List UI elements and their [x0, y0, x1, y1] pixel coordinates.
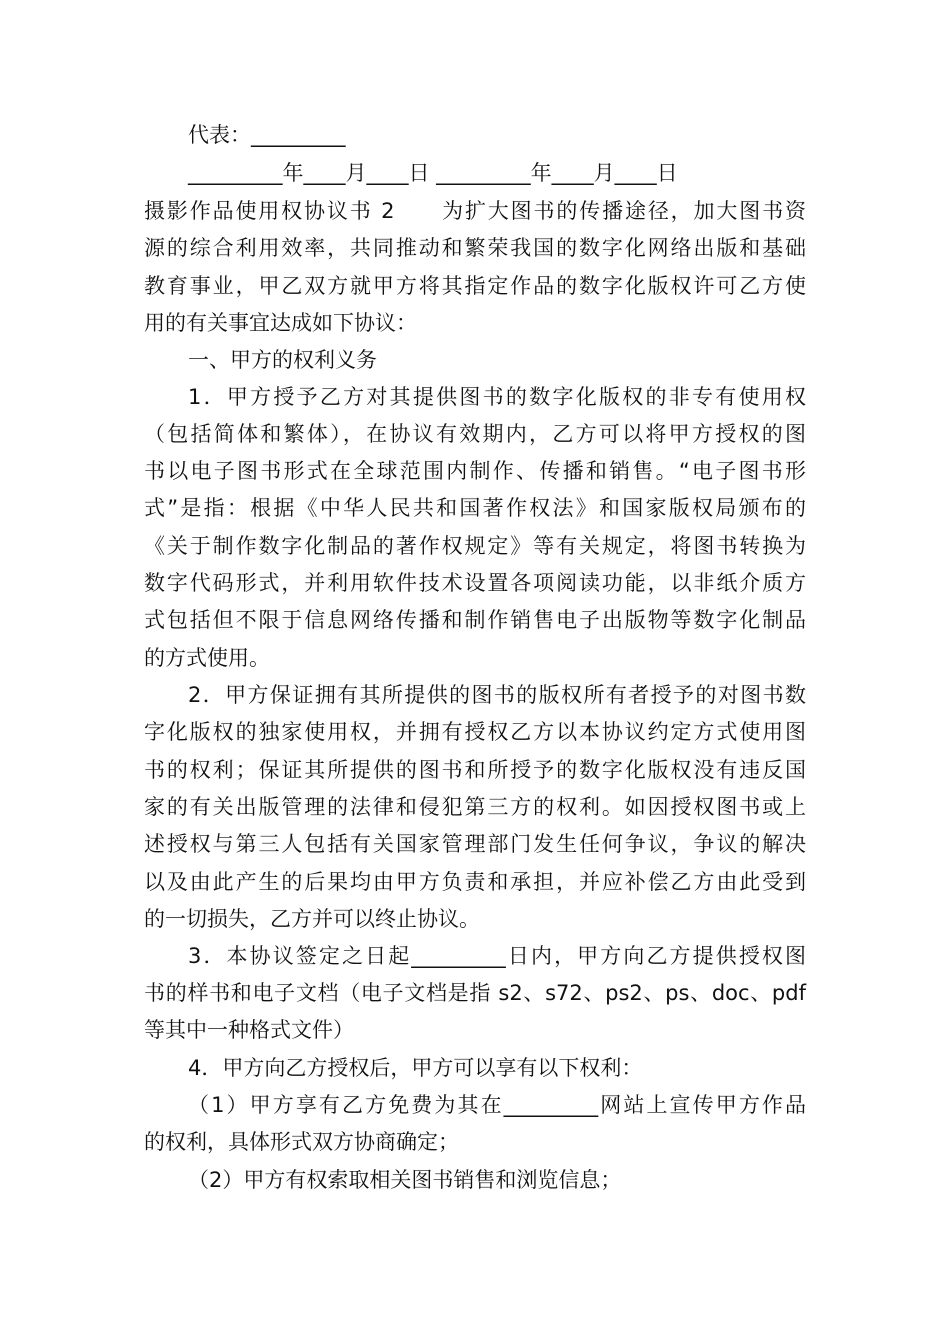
- paragraph-line: 4．甲方向乙方授权后，甲方可以享有以下权利：: [188, 1056, 643, 1080]
- paragraph-line: 《关于制作数字化制品的著作权规定》等有关规定，将图书转换为: [144, 534, 806, 558]
- paragraph-line: 摄影作品使用权协议书 2 为扩大图书的传播途径，加大图书资: [144, 199, 806, 223]
- paragraph-line: 的方式使用。: [144, 646, 270, 670]
- paragraph-line: 书的样书和电子文档（电子文档是指 s2、s72、ps2、ps、doc、pdf: [144, 981, 806, 1005]
- paragraph-line: 式包括但不限于信息网络传播和制作销售电子出版物等数字化制品: [144, 608, 806, 632]
- paragraph-line: 2．甲方保证拥有其所提供的图书的版权所有者授予的对图书数: [188, 683, 806, 707]
- date-line: _________年____月____日 _________年____月____日: [188, 161, 678, 185]
- paragraph-line: 用的有关事宜达成如下协议：: [144, 311, 417, 335]
- paragraph-line: 式”是指：根据《中华人民共和国著作权法》和国家版权局颁布的: [144, 496, 806, 520]
- paragraph-line: 家的有关出版管理的法律和侵犯第三方的权利。如因授权图书或上: [144, 795, 806, 819]
- paragraph-line: 的权利，具体形式双方协商确定；: [144, 1130, 459, 1154]
- paragraph-line: 的一切损失，乙方并可以终止协议。: [144, 907, 480, 931]
- paragraph-line: 书以电子图书形式在全球范围内制作、传播和销售。“电子图书形: [144, 459, 806, 483]
- paragraph-line: 以及由此产生的后果均由甲方负责和承担，并应补偿乙方由此受到: [144, 870, 806, 894]
- representative-line: 代表：_________: [188, 123, 346, 147]
- paragraph-line: 等其中一种格式文件）: [144, 1018, 354, 1042]
- paragraph-line: 源的综合利用效率，共同推动和繁荣我国的数字化网络出版和基础: [144, 236, 806, 260]
- paragraph-line: （2）甲方有权索取相关图书销售和浏览信息；: [188, 1168, 622, 1192]
- paragraph-line: 教育事业，甲乙双方就甲方将其指定作品的数字化版权许可乙方使: [144, 274, 806, 298]
- paragraph-line: （1）甲方享有乙方免费为其在_________网站上宣传甲方作品: [188, 1093, 806, 1117]
- paragraph-line: （包括简体和繁体），在协议有效期内，乙方可以将甲方授权的图: [144, 422, 806, 446]
- paragraph-line: 3．本协议签定之日起_________日内，甲方向乙方提供授权图: [188, 944, 806, 968]
- paragraph-line: 述授权与第三人包括有关国家管理部门发生任何争议，争议的解决: [144, 832, 806, 856]
- paragraph-line: 数字代码形式，并利用软件技术设置各项阅读功能，以非纸介质方: [144, 571, 806, 595]
- paragraph-line: 字化版权的独家使用权，并拥有授权乙方以本协议约定方式使用图: [144, 720, 806, 744]
- paragraph-line: 书的权利；保证其所提供的图书和所授予的数字化版权没有违反国: [144, 758, 806, 782]
- paragraph-line: 1．甲方授予乙方对其提供图书的数字化版权的非专有使用权: [188, 385, 806, 409]
- section-heading: 一、甲方的权利义务: [188, 348, 377, 372]
